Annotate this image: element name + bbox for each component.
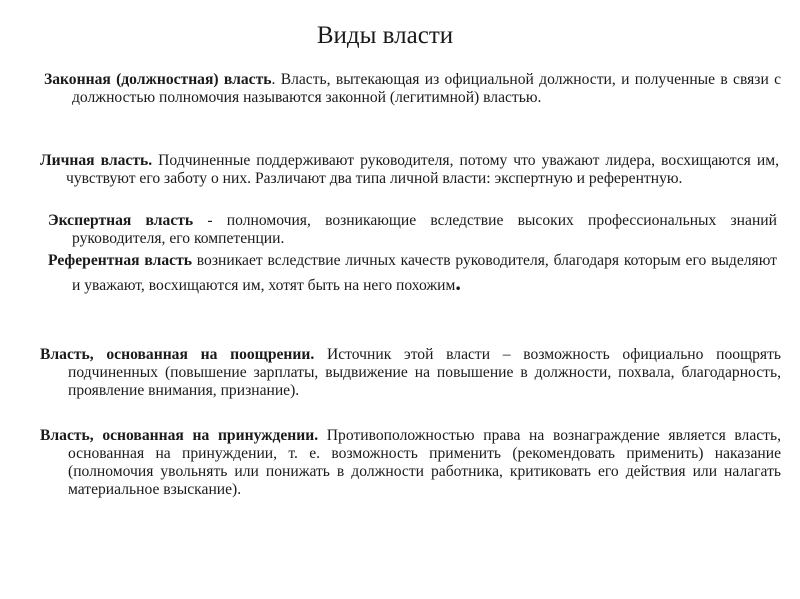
page-title: Виды власти	[316, 22, 454, 49]
definition-coercive-power: Противоположностью права на вознаграждение является власть, основанная на принуждении, т. е. возможность применить (рекомендовать применить) наказание (полномочия увольнять или понижать в должности работника, критиковать его действия или налагать материальное взыскание).	[68, 427, 781, 498]
term-reward-power: Власть, основанная на поощрении.	[40, 346, 315, 363]
definition-reward-power: Источник этой власти – возможность официально поощрять подчиненных (повышение зарплаты, выдвижение на повышение в должности, похвала, благодарность, проявление внимания, признание).	[68, 346, 781, 399]
term-coercive-power: Власть, основанная на принуждении.	[40, 427, 319, 444]
definition-expert-power: - полномочия, возникающие вследствие высоких профессиональных знаний руководителя, его компетенции.	[72, 212, 777, 247]
referent-end-dot: .	[455, 270, 461, 295]
paragraph-referent-power	[48, 252, 777, 299]
term-referent-power: Референтная власть	[48, 252, 192, 269]
term-expert-power: Экспертная власть	[48, 212, 194, 229]
paragraph-legitimate-power	[44, 71, 781, 107]
definition-personal-power: Подчиненные поддерживают руководителя, потому что уважают лидера, восхищаются им, чувствуют его заботу о них. Различают два типа личной власти: экспертную и референтную.	[66, 152, 779, 187]
paragraph-personal-power	[40, 152, 779, 188]
paragraph-expert-power	[48, 212, 777, 248]
referent-last-word: похожим	[396, 277, 456, 294]
term-legitimate-power: Законная (должностная) власть	[44, 71, 272, 88]
definition-legitimate-power: . Власть, вытекающая из официальной должности, и полученные в связи с должностью полномочия называются законной (легитимной) властью.	[72, 71, 782, 106]
term-personal-power: Личная власть.	[40, 152, 153, 169]
paragraph-reward-power	[40, 346, 781, 400]
definition-referent-power-last	[396, 270, 461, 295]
definition-referent-power: возникает вследствие личных качеств руководителя, благодаря которым его выделяют и уважают, восхищаются им, хотят быть на него	[72, 252, 777, 294]
paragraph-coercive-power	[40, 427, 781, 499]
